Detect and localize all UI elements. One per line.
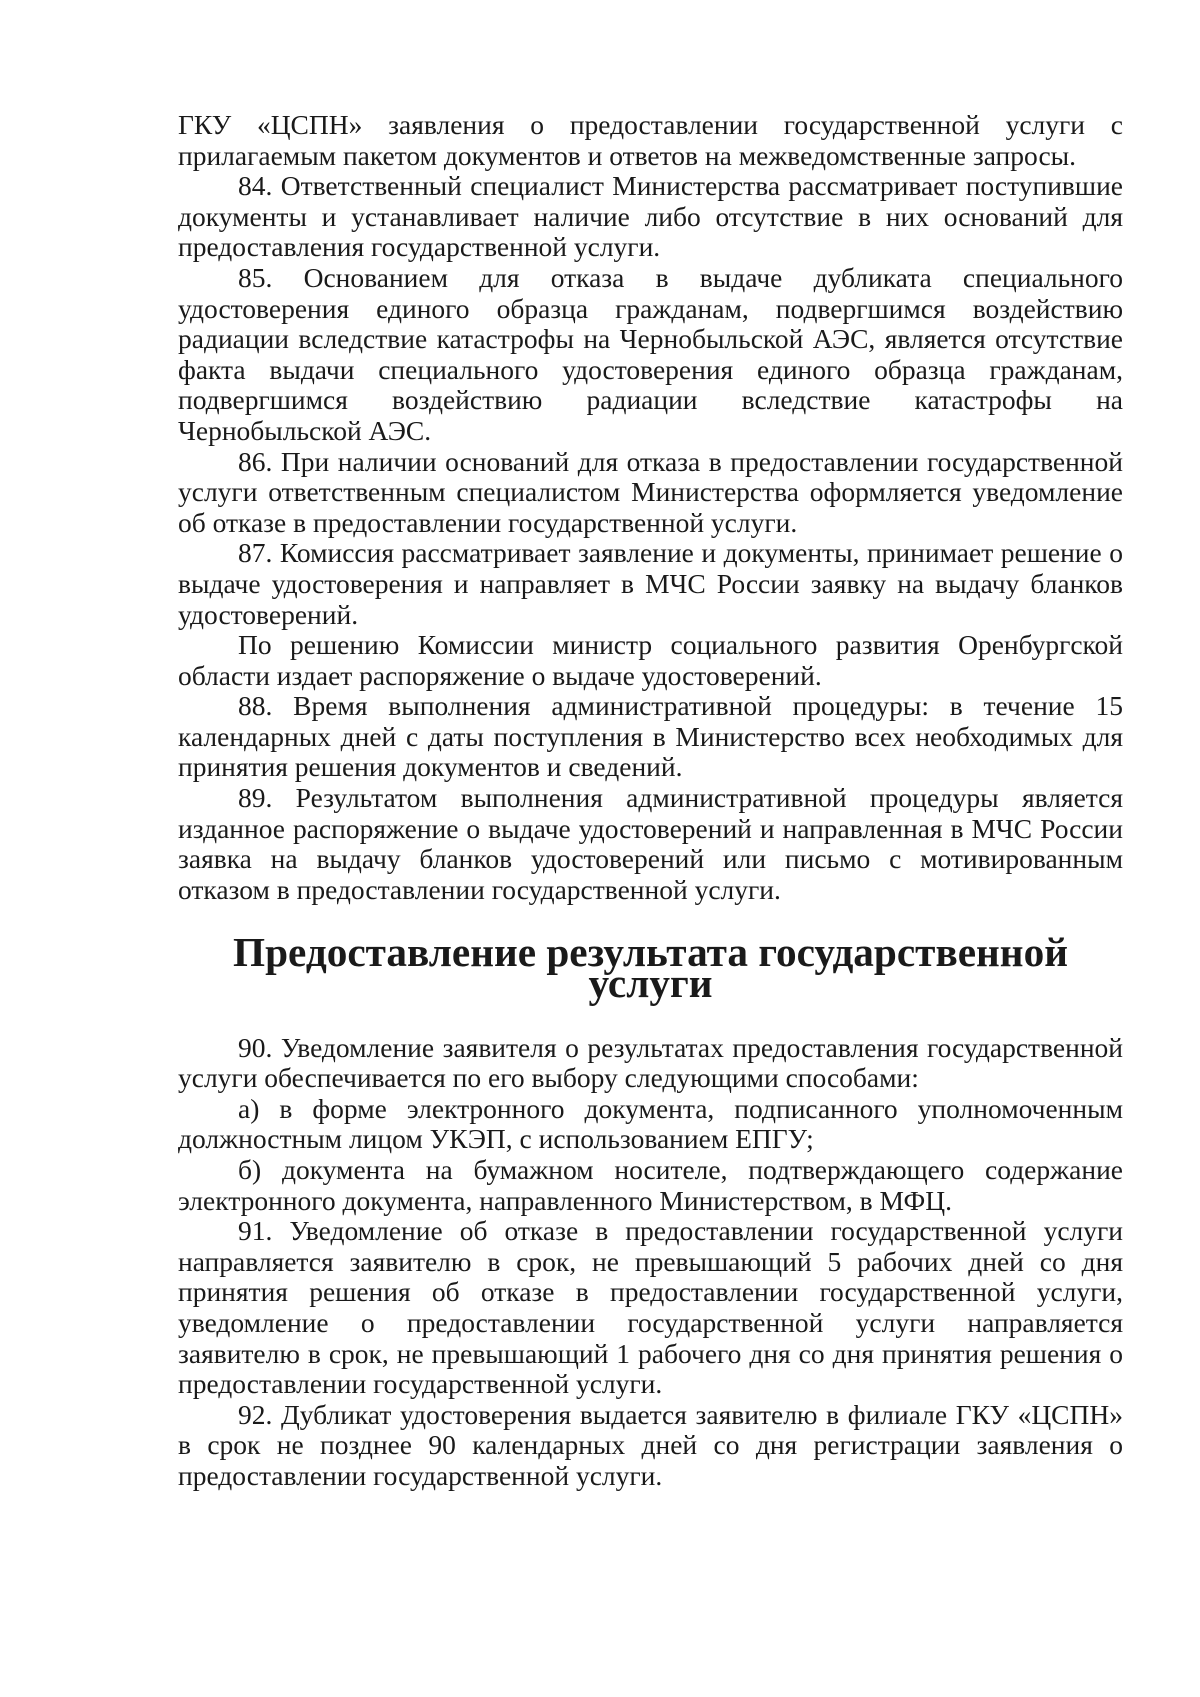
paragraph-85: 85. Основанием для отказа в выдаче дубликата специального удостоверения единого образца гражданам, подвергшимся воздействию радиации вследствие катастрофы на Чернобыльской АЭС, является отсутствие факта выдачи специального удостоверения единого образца гражданам, подвергшимся воздействию радиации вследствие катастрофы на Чернобыльской АЭС. bbox=[178, 261, 1123, 446]
paragraph-86: 86. При наличии оснований для отказа в предоставлении государственной услуги ответственным специалистом Министерства оформляется уведомление об отказе в предоставлении государственной услуги. bbox=[178, 445, 1123, 538]
paragraph-92: 92. Дубликат удостоверения выдается заявителю в филиале ГКУ «ЦСПН» в срок не позднее 90 календарных дней со дня регистрации заявления о предоставлении государственной услуги. bbox=[178, 1398, 1123, 1491]
paragraph-89: 89. Результатом выполнения административной процедуры является изданное распоряжение о выдаче удостоверений и направленная в МЧС России заявка на выдачу бланков удостоверений или письмо с мотивированным отказом в предоставлении государственной услуги. bbox=[178, 782, 1123, 905]
paragraph-90: 90. Уведомление заявителя о результатах предоставления государственной услуги обеспечивается по его выбору следующими способами: bbox=[178, 1031, 1123, 1094]
paragraph-commission-decision: По решению Комиссии министр социального развития Оренбургской области издает распоряжение о выдаче удостоверений. bbox=[178, 629, 1123, 691]
paragraph-88: 88. Время выполнения административной процедуры: в течение 15 календарных дней с даты поступления в Министерство всех необходимых для принятия решения документов и сведений. bbox=[178, 690, 1123, 783]
paragraph-84: 84. Ответственный специалист Министерства рассматривает поступившие документы и устанавливает наличие либо отсутствие в них оснований для предоставления государственной услуги. bbox=[178, 170, 1123, 263]
paragraph-90-b: б) документа на бумажном носителе, подтверждающего содержание электронного документа, направленного Министерством, в МФЦ. bbox=[178, 1154, 1123, 1216]
section-title: Предоставление результата государственной услуги bbox=[233, 929, 1068, 1007]
paragraph-91: 91. Уведомление об отказе в предоставлении государственной услуги направляется заявителю в срок, не превышающий 5 рабочих дней со дня принятия решения об отказе в предоставлении государственной услуги, уведомление о предоставлении государственной услуги направляется заявителю в срок, не превышающий 1 рабочего дня со дня принятия решения о предоставлении государственной услуги. bbox=[178, 1215, 1123, 1400]
paragraph-90-a: а) в форме электронного документа, подписанного уполномоченным должностным лицом УКЭП, с использованием ЕПГУ; bbox=[178, 1092, 1123, 1155]
paragraph-continuation: ГКУ «ЦСПН» заявления о предоставлении государственной услуги с прилагаемым пакетом документов и ответов на межведомственные запросы. bbox=[178, 109, 1123, 171]
document-page bbox=[178, 110, 1123, 1492]
paragraph-87: 87. Комиссия рассматривает заявление и документы, принимает решение о выдаче удостоверения и направляет в МЧС России заявку на выдачу бланков удостоверений. bbox=[178, 537, 1123, 630]
